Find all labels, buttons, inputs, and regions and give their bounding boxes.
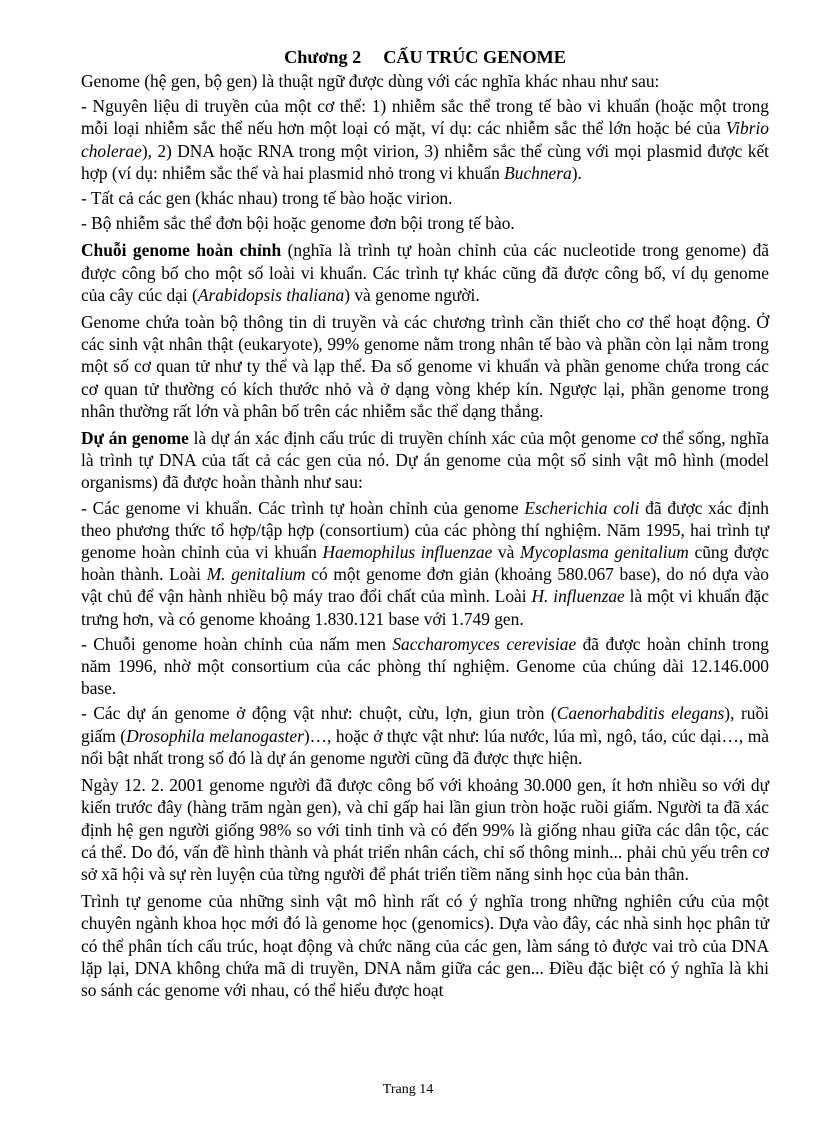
genome-info-paragraph: Genome chứa toàn bộ thông tin di truyền và các chương trình cần thiết cho cơ thể hoạt động. Ở các sinh vật nhân thật (eukaryote), 99% genome nằm trong nhân tế bào và phần còn lại nằm trong một số cơ quan tử như ty thể và lạp thể. Đa số genome vi khuẩn và phần genome chứa trong các cơ quan tử thường có kích thước nhỏ và ở dạng vòng khép kín. Ngược lại, phần genome trong nhân thường rất lớn và phân bố trên các nhiễm sắc thể dạng thẳng.: [81, 312, 769, 421]
definition-1: - Nguyên liệu di truyền của một cơ thể: 1) nhiễm sắc thể trong tế bào vi khuẩn (hoặc một trong mỗi loại nhiễm sắc thể nếu hơn một loại có mặt, ví dụ: các nhiễm sắc thể lớn hoặc bé của Vibrio cholerae), 2) DNA hoặc RNA trong một virion, 3) nhiễm sắc thể cùng với mọi plasmid được kết hợp (ví dụ: nhiễm sắc thể và hai plasmid nhỏ trong vi khuẩn Buchnera).: [81, 96, 769, 183]
definition-2: - Tất cả các gen (khác nhau) trong tế bào hoặc virion.: [81, 188, 453, 209]
chapter-heading: [81, 44, 769, 70]
species-name: M. genitalium: [206, 564, 306, 585]
species-name: Vibrio cholerae: [81, 118, 769, 161]
chapter-title: CẤU TRÚC GENOME: [383, 47, 566, 67]
species-name: Saccharomyces cerevisiae: [392, 633, 577, 654]
species-name: H. influenzae: [531, 586, 625, 607]
species-name: Arabidopsis thaliana: [197, 284, 345, 305]
human-genome-paragraph: Ngày 12. 2. 2001 genome người đã được công bố với khoảng 30.000 gen, ít hơn nhiều so với dự kiến trước đây (hàng trăm ngàn gen), và chỉ gấp hai lần giun tròn hoặc ruồi giấm. Người ta đã xác định hệ gen người giống 98% so với tinh tinh và có đến 99% là giống nhau giữa các dân tộc, các cá thể. Do đó, vấn đề hình thành và phát triển nhân cách, chỉ số thông minh... phải chủ yếu trên cơ sở xã hội và sự rèn luyện của từng người để phát triển tiềm năng sinh học của bản thân.: [81, 775, 769, 884]
species-name: Escherichia coli: [524, 497, 640, 518]
genome-project-paragraph: Dự án genome là dự án xác định cấu trúc di truyền chính xác của một genome cơ thể sống, nghĩa là trình tự DNA của tất cả các gen của nó. Dự án genome của một số sinh vật mô hình (model organisms) đã được hoàn thành như sau:: [81, 428, 769, 493]
term-complete-genome: Chuỗi genome hoàn chỉnh: [81, 240, 282, 261]
bacteria-genomes-paragraph: - Các genome vi khuẩn. Các trình tự hoàn chỉnh của genome Escherichia coli đã được xác định theo phương thức tổ hợp/tập hợp (consortium) của các phòng thí nghiệm. Năm 1995, hai trình tự genome hoàn chỉnh của vi khuẩn Haemophilus influenzae và Mycoplasma genitalium cũng được hoàn thành. Loài M. genitalium có một genome đơn giản (khoảng 580.067 base), do nó dựa vào vật chủ để vận hành nhiều bộ máy trao đổi chất của mình. Loài H. influenzae là một vi khuẩn đặc trưng hơn, và có genome khoảng 1.830.121 base với 1.749 gen.: [81, 497, 770, 629]
species-name: Buchnera: [504, 162, 572, 183]
genomics-paragraph: Trình tự genome của những sinh vật mô hình rất có ý nghĩa trong những nghiên cứu của một chuyên ngành khoa học mới đó là genome học (genomics). Dựa vào đây, các nhà sinh học phân tử có thể phân tích cấu trúc, hoạt động và chức năng của các gen, làm sáng tỏ được vai trò của DNA lặp lại, DNA không chứa mã di truyền, DNA nằm giữa các gen... Điều đặc biệt có ý nghĩa là khi so sánh các genome với nhau, có thể hiểu được hoạt: [81, 891, 769, 1000]
definition-3: - Bộ nhiễm sắc thể đơn bội hoặc genome đơn bội trong tế bào.: [81, 213, 515, 234]
animal-plant-genomes-paragraph: - Các dự án genome ở động vật như: chuột, cừu, lợn, giun tròn (Caenorhabditis elegans), ruồi giấm (Drosophila melanogaster)…, hoặc ở thực vật như: lúa nước, lúa mì, ngô, táo, cúc dại…, mà nổi bật nhất trong số đó là dự án genome người cũng đã được thực hiện.: [81, 703, 769, 768]
species-name: Drosophila melanogaster: [126, 725, 304, 746]
chapter-number: Chương 2: [284, 47, 362, 67]
intro-paragraph: Genome (hệ gen, bộ gen) là thuật ngữ được dùng với các nghĩa khác nhau như sau:: [81, 71, 660, 91]
page-body: [81, 44, 769, 1006]
term-genome-project: Dự án genome: [81, 428, 189, 449]
yeast-genome-paragraph: - Chuỗi genome hoàn chỉnh của nấm men Saccharomyces cerevisiae đã được hoàn chỉnh trong năm 1996, nhờ một consortium của các phòng thí nghiệm. Genome của chúng dài 12.146.000 base.: [81, 633, 769, 699]
complete-genome-paragraph: Chuỗi genome hoàn chỉnh (nghĩa là trình tự hoàn chỉnh của các nucleotide trong genome) đã được công bố cho một số loài vi khuẩn. Các trình tự khác cũng đã được công bố, ví dụ genome của cây cúc dại (Arabidopsis thaliana) và genome người.: [81, 240, 769, 305]
species-name: Mycoplasma genitalium: [519, 542, 689, 563]
species-name: Haemophilus influenzae: [322, 542, 493, 563]
species-name: Caenorhabditis elegans: [556, 703, 725, 724]
page-number: Trang 14: [382, 1082, 434, 1097]
